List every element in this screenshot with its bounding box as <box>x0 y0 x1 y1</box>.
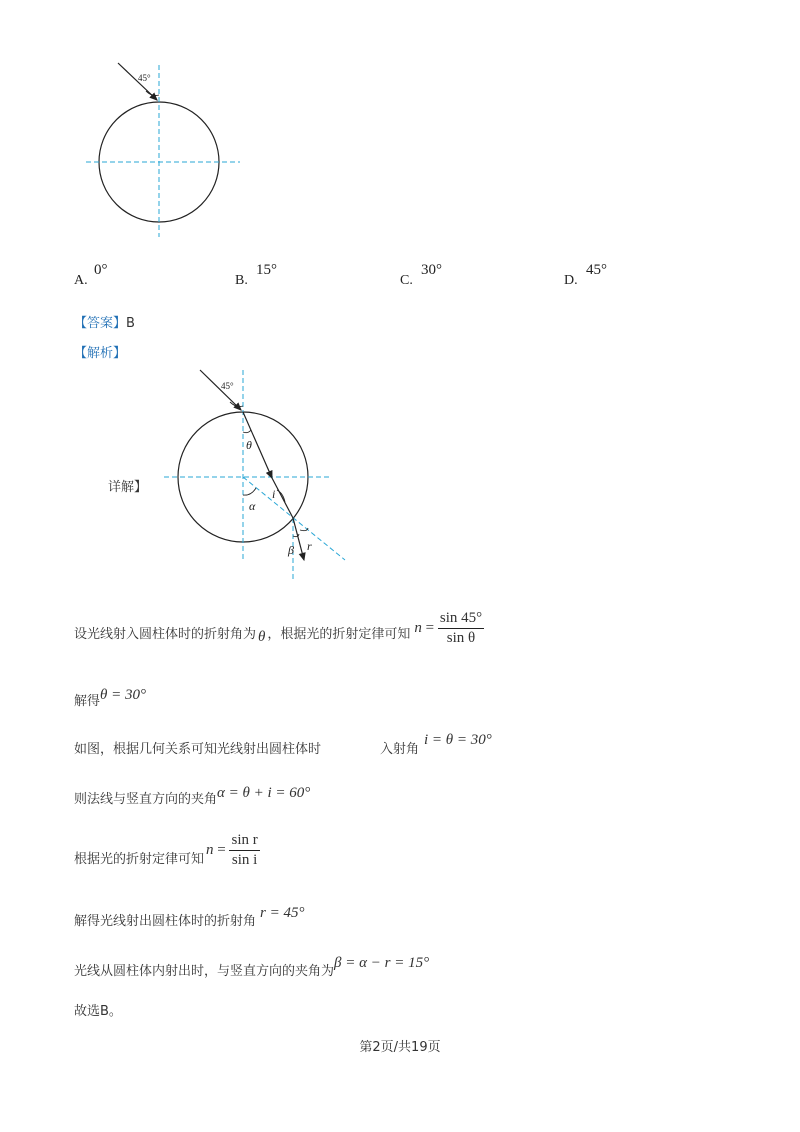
option-d-value: 45° <box>586 262 607 278</box>
line3-text: 如图，根据几何关系可知光线射出圆柱体时 <box>74 742 322 757</box>
option-a-value: 0° <box>94 262 108 278</box>
i-label: i <box>272 487 276 501</box>
line1-fraction <box>438 610 484 647</box>
line1-text: 设光线射入圆柱体时的折射角为 <box>74 626 257 642</box>
solution-line-7 <box>74 952 430 979</box>
line6-text: 解得光线射出圆柱体时的折射角 <box>74 914 257 929</box>
option-a-letter: A. <box>74 273 88 288</box>
option-c-value: 30° <box>421 262 442 278</box>
normal-dashed-line <box>243 477 345 560</box>
line7-text: 光线从圆柱体内射出时，与竖直方向的夹角为 <box>74 964 335 979</box>
solution-line-2 <box>74 684 147 709</box>
angle-label: 45° <box>138 73 151 83</box>
line1-equals: = <box>425 619 435 636</box>
solution-line-1 <box>74 609 484 652</box>
line5-text: 根据光的折射定律可知 <box>74 851 205 867</box>
angle-arc-45 <box>230 402 243 407</box>
solution-line-3 <box>74 732 534 757</box>
option-b-letter: B. <box>235 273 248 288</box>
line7-equation: β = α − r = 15° <box>334 955 430 971</box>
beta-label: β <box>288 543 294 557</box>
exit-ray <box>293 518 304 560</box>
line2-equation: θ = 30° <box>100 687 147 703</box>
solution-line-8: 故选B。 <box>74 1004 122 1019</box>
solution-line-4 <box>74 782 311 807</box>
line2-text: 解得 <box>74 694 101 709</box>
alpha-label: α <box>249 499 256 513</box>
analysis-line <box>74 342 126 361</box>
line3-mid: 入射角 <box>380 742 420 757</box>
line5-denominator: sin i <box>231 851 258 868</box>
angle-arc-alpha <box>243 488 256 495</box>
line6-equation: r = 45° <box>260 905 305 921</box>
answer-value: B <box>126 316 135 331</box>
angle-arc-theta <box>243 430 251 433</box>
analysis-tag: 【解析】 <box>74 346 127 361</box>
line5-fraction <box>229 832 259 869</box>
line5-equals: = <box>217 841 226 858</box>
line3-equation: i = θ = 30° <box>424 732 492 748</box>
line4-equation: α = θ + i = 60° <box>217 785 311 801</box>
figure-circle-diagram-1 <box>80 55 250 245</box>
solution-line-5 <box>74 830 260 870</box>
r-label: r <box>307 539 312 553</box>
line4-text: 则法线与竖直方向的夹角 <box>74 792 218 807</box>
line5-equation <box>206 832 260 869</box>
line5-n: n <box>206 841 214 858</box>
line1-mid: ，根据光的折射定律可知 <box>267 626 411 642</box>
angle-label-45: 45° <box>221 381 234 391</box>
line1-denominator: sin θ <box>446 629 476 646</box>
figure-circle-diagram-2 <box>160 360 360 585</box>
angle-arc-beta <box>293 534 299 537</box>
detail-label: 详解】 <box>108 480 148 495</box>
line1-var: θ <box>258 628 266 645</box>
option-b-value: 15° <box>256 262 277 278</box>
answer-line <box>74 312 135 331</box>
theta-label: θ <box>246 438 252 452</box>
option-d-letter: D. <box>564 273 578 288</box>
line1-equation <box>414 610 484 647</box>
line1-numerator: sin 45° <box>438 610 484 629</box>
option-c-letter: C. <box>400 273 413 288</box>
options-row <box>74 262 714 292</box>
line1-n: n <box>414 619 422 636</box>
page-footer: 第2页/共19页 <box>359 1040 441 1055</box>
solution-line-6 <box>74 902 305 929</box>
answer-tag: 【答案】 <box>74 316 127 331</box>
line5-numerator: sin r <box>229 832 259 851</box>
